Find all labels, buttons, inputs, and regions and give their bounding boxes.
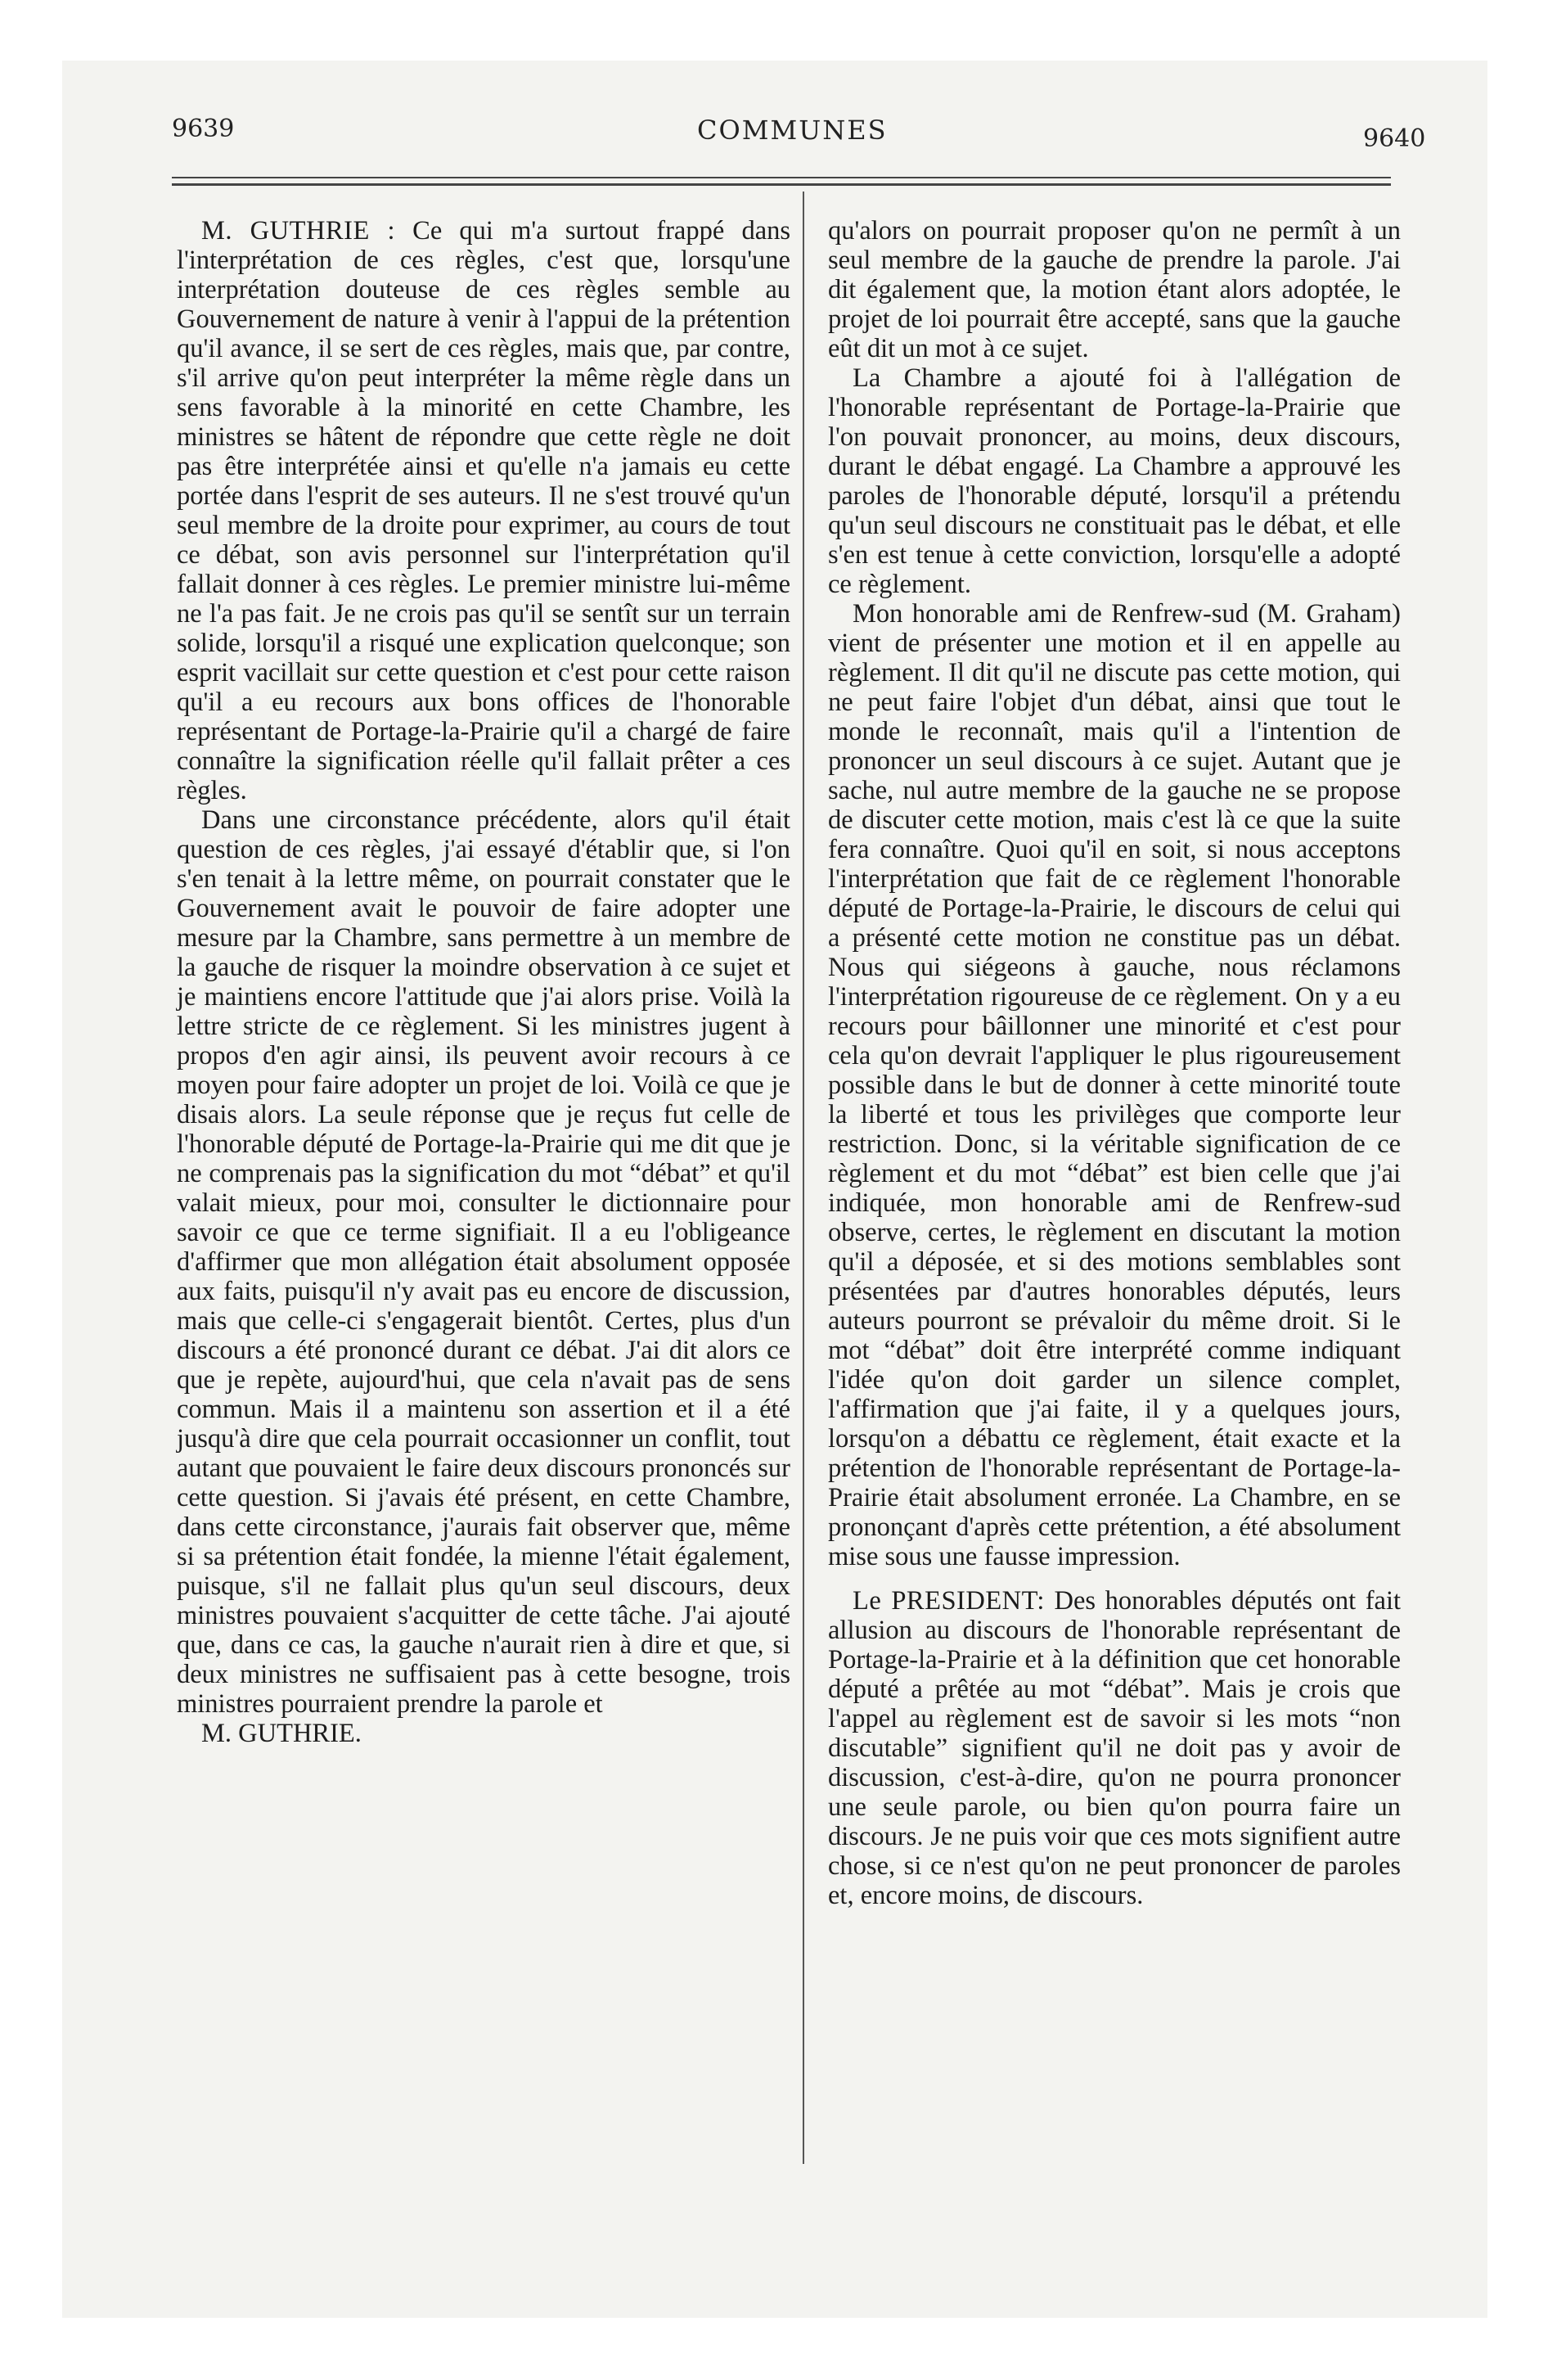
speaker-signoff: M. GUTHRIE.	[201, 1719, 362, 1748]
paragraph: La Chambre a ajouté foi à l'allégation de l'honorable représentant de Portage-la-Prairie que l'on pouvait prononcer, au moins, deux discours, durant le débat engagé. La Chambre a approuvé les paroles de l'honorable député, lorsqu'il a prétendu qu'un seul discours ne constituait pas le débat, et elle s'en est tenue à cette conviction, lorsqu'elle a adopté ce règlement.	[828, 363, 1401, 599]
page-number-left: 9639	[172, 115, 235, 143]
paragraph-text: Ce qui m'a surtout frappé dans l'interprétation de ces règles, c'est que, lorsqu'une interprétation douteuse de ces règles semble au Gouvernement de nature à venir à l'appui de la prétention qu'il avance, il se sert de ces règles, mais que, par contre, s'il arrive qu'on peut interpréter la même règle dans un sens favorable à la minorité en cette Chambre, les ministres se hâtent de répondre que cette règle ne doit pas être interprétée ainsi et qu'elle n'a jamais eu cette portée dans l'esprit de ses auteurs. Il ne s'est trouvé qu'un seul membre de la droite pour exprimer, au cours de tout ce débat, son avis personnel sur l'interprétation qu'il fallait donner à ces règles. Le premier ministre lui-même ne l'a pas fait. Je ne crois pas qu'il se sentît sur un terrain solide, lorsqu'il a risqué une explication quelconque; son esprit vacillait sur cette question et c'est pour cette raison qu'il a eu recours aux bons offices de l'honorable représentant de Portage-la-Prairie qu'il a chargé de faire connaître la signification réelle qu'il fallait prêter a ces règles.	[177, 216, 791, 805]
page-header	[62, 115, 1487, 164]
speaker-name: Le PRESIDENT:	[853, 1586, 1045, 1616]
left-column	[177, 216, 790, 1748]
scanned-page	[62, 61, 1487, 2318]
paragraph	[177, 216, 790, 805]
paragraph-text: Des honorables députés ont fait allusion au discours de l'honorable représentant de Portage-la-Prairie et à la définition que cet honorable député a prêtée au mot “débat”. Mais je crois que l'appel au règlement est de savoir si les mots “non discutable” signifient qu'il ne doit pas y avoir de discussion, c'est-à-dire, qu'on ne pourra prononcer une seule parole, ou bien qu'on pourra faire un discours. Je ne puis voir que ces mots signifient autre chose, si ce n'est qu'on ne peut prononcer de paroles et, encore moins, de discours.	[828, 1586, 1402, 1910]
column-divider	[803, 192, 804, 2164]
paragraph-gap	[828, 1571, 1401, 1586]
header-rule-thin	[172, 177, 1391, 178]
paragraph	[828, 1586, 1401, 1910]
header-rule-thick	[172, 183, 1391, 186]
paragraph: qu'alors on pourrait proposer qu'on ne permît à un seul membre de la gauche de prendre la parole. J'ai dit également que, la motion étant alors adoptée, le projet de loi pourrait être accepté, sans que la gauche eût dit un mot à ce sujet.	[828, 216, 1401, 363]
page-number-right: 9640	[1363, 124, 1426, 153]
right-column	[828, 216, 1401, 1910]
paragraph: Mon honorable ami de Renfrew-sud (M. Graham) vient de présenter une motion et il en appelle au règlement. Il dit qu'il ne discute pas cette motion, qui ne peut faire l'objet d'un débat, ainsi que tout le monde le reconnaît, mais qu'il a l'intention de prononcer un seul discours à ce sujet. Autant que je sache, nul autre membre de la gauche ne se propose de discuter cette motion, mais c'est là ce que la suite fera connaître. Quoi qu'il en soit, si nous acceptons l'interprétation que fait de ce règlement l'honorable député de Portage-la-Prairie, le discours de celui qui a présenté cette motion ne constitue pas un débat. Nous qui siégeons à gauche, nous réclamons l'interprétation rigoureuse de ce règlement. On y a eu recours pour bâillonner une minorité et c'est pour cela qu'on devrait l'appliquer le plus rigoureusement possible dans le but de donner à cette minorité toute la liberté et tous les privilèges que comporte leur restriction. Donc, si la véritable signification de ce règlement et du mot “débat” est bien celle que j'ai indiquée, mon honorable ami de Renfrew-sud observe, certes, le règlement en discutant la motion qu'il a déposée, et si des motions semblables sont présentées par d'autres honorables députés, leurs auteurs pourront se prévaloir du même droit. Si le mot “débat” doit être interprété comme indiquant l'idée qu'on doit garder un silence complet, l'affirmation que j'ai faite, il y a quelques jours, lorsqu'on a débattu ce règlement, était exacte et la prétention de l'honorable représentant de Portage-la-Prairie était absolument erronée. La Chambre, en se prononçant d'après cette prétention, a été absolument mise sous une fausse impression.	[828, 599, 1401, 1571]
running-title: COMMUNES	[697, 115, 888, 146]
speaker-name: M. GUTHRIE :	[201, 216, 395, 246]
paragraph: Dans une circonstance précédente, alors qu'il était question de ces règles, j'ai essayé d'établir que, si l'on s'en tenait à la lettre même, on pourrait constater que le Gouvernement avait le pouvoir de faire adopter une mesure par la Chambre, sans permettre à un membre de la gauche de risquer la moindre observation à ce sujet et je maintiens encore l'attitude que j'ai alors prise. Voilà la lettre stricte de ce règlement. Si les ministres jugent à propos d'en agir ainsi, ils peuvent avoir recours à ce moyen pour faire adopter un projet de loi. Voilà ce que je disais alors. La seule réponse que je reçus fut celle de l'honorable député de Portage-la-Prairie qui me dit que je ne comprenais pas la signification du mot “débat” et qu'il valait mieux, pour moi, consulter le dictionnaire pour savoir ce que ce terme signifiait. Il a eu l'obligeance d'affirmer que mon allégation était absolument opposée aux faits, puisqu'il n'y avait pas eu encore de discussion, mais que celle-ci s'engagerait bientôt. Certes, plus d'un discours a été prononcé durant ce débat. J'ai dit alors ce que je repète, aujourd'hui, que cela n'avait pas de sens commun. Mais il a maintenu son assertion et il a été jusqu'à dire que cela pourrait occasionner un conflit, tout autant que pouvaient le faire deux discours prononcés sur cette question. Si j'avais été présent, en cette Chambre, dans cette circonstance, j'aurais fait observer que, même si sa prétention était fondée, la mienne l'était également, puisque, s'il ne fallait plus qu'un seul discours, deux ministres pouvaient s'acquitter de cette tâche. J'ai ajouté que, dans ce cas, la gauche n'aurait rien à dire et que, si deux ministres ne suffisaient pas à cette besogne, trois ministres pourraient prendre la parole et	[177, 805, 790, 1719]
